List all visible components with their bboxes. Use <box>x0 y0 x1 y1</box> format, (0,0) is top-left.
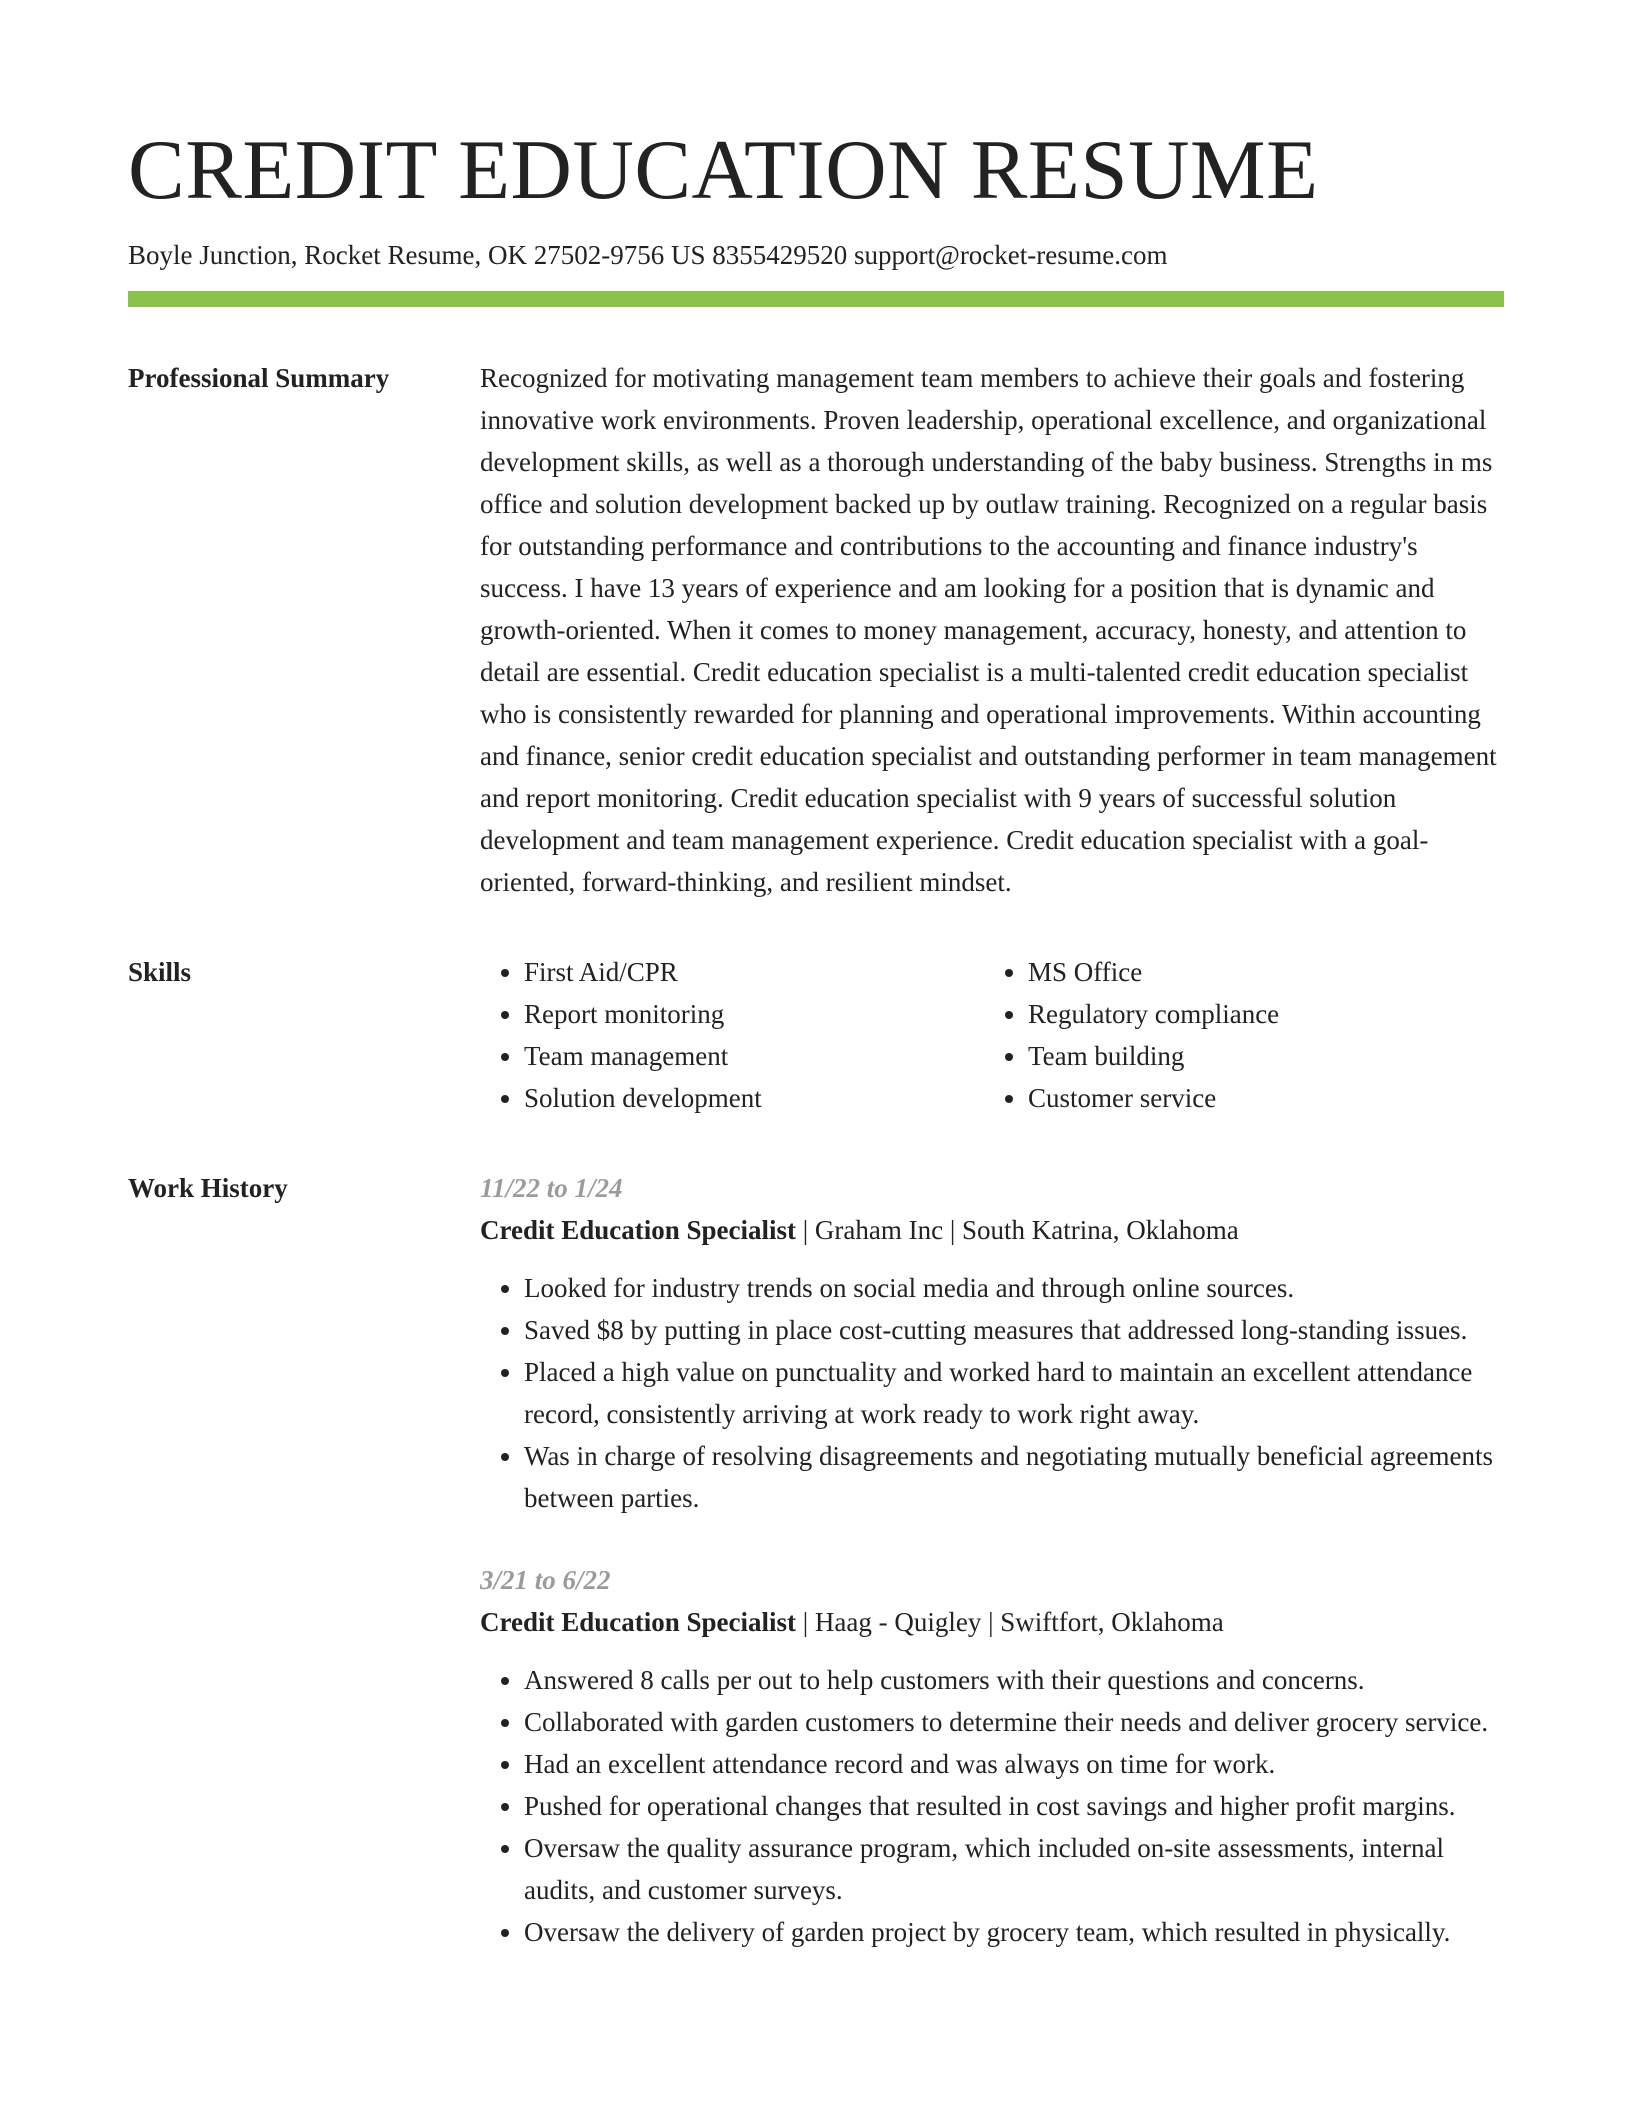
job-bullets <box>480 1267 1504 1519</box>
job-entry <box>480 1559 1504 1953</box>
job-bullets <box>480 1659 1504 1953</box>
skill-item: • Team management <box>524 1035 984 1077</box>
skill-item: • Report monitoring <box>524 993 984 1035</box>
job-details: | Graham Inc | South Katrina, Oklahoma <box>796 1215 1239 1245</box>
skill-item: • Team building <box>1028 1035 1488 1077</box>
job-bullet: • Saved $8 by putting in place cost-cutting measures that addressed long-standing issues. <box>524 1309 1504 1351</box>
header-divider <box>128 291 1504 307</box>
skills-column-2 <box>984 951 1488 1119</box>
resume-title: CREDIT EDUCATION RESUME <box>128 123 1319 217</box>
job-bullet: • Placed a high value on punctuality and worked hard to maintain an excellent attendance record, consistently arriving at work ready to work right away. <box>524 1351 1504 1435</box>
skill-item: • MS Office <box>1028 951 1488 993</box>
summary-body <box>480 357 1504 903</box>
summary-section <box>128 357 1504 903</box>
job-title: Credit Education Specialist <box>480 1215 797 1245</box>
job-details: | Haag - Quigley | Swiftfort, Oklahoma <box>796 1607 1224 1637</box>
job-date: 11/22 to 1/24 <box>480 1173 623 1203</box>
job-bullet: • Was in charge of resolving disagreements and negotiating mutually beneficial agreements between parties. <box>524 1435 1504 1519</box>
job-bullet: • Looked for industry trends on social media and through online sources. <box>524 1267 1504 1309</box>
summary-label: Professional Summary <box>128 363 390 393</box>
skills-section <box>128 951 1504 1119</box>
job-date: 3/21 to 6/22 <box>480 1565 611 1595</box>
job-bullet: • Had an excellent attendance record and was always on time for work. <box>524 1743 1504 1785</box>
job-title-line <box>480 1209 1504 1251</box>
skill-item: • Regulatory compliance <box>1028 993 1488 1035</box>
job-bullet: • Answered 8 calls per out to help customers with their questions and concerns. <box>524 1659 1504 1701</box>
job-bullet: • Oversaw the delivery of garden project by grocery team, which resulted in physically. <box>524 1911 1504 1953</box>
summary-text: Recognized for motivating management team members to achieve their goals and fostering innovative work environments. Proven leadership, operational excellence, and organizational development skills, as well as a thorough understanding of the baby business. Strengths in ms office and solution development backed up by outlaw training. Recognized on a regular basis for outstanding performance and contributions to the accounting and finance industry's success. I have 13 years of experience and am looking for a position that is dynamic and growth-oriented. When it comes to money management, accuracy, honesty, and attention to detail are essential. Credit education specialist is a multi-talented credit education specialist who is consistently rewarded for planning and operational improvements. Within accounting and finance, senior credit education specialist and outstanding performer in team management and report monitoring. Credit education specialist with 9 years of successful solution development and team management experience. Credit education specialist with a goal-oriented, forward-thinking, and resilient mindset. <box>480 363 1497 897</box>
skills-label: Skills <box>128 957 192 987</box>
work-history-body <box>480 1167 1504 1993</box>
skills-body <box>480 951 1504 1119</box>
skill-item: • Solution development <box>524 1077 984 1119</box>
job-title-line <box>480 1601 1504 1643</box>
skill-item: • Customer service <box>1028 1077 1488 1119</box>
job-bullet: • Collaborated with garden customers to determine their needs and deliver grocery service. <box>524 1701 1504 1743</box>
job-entry <box>480 1167 1504 1519</box>
job-title: Credit Education Specialist <box>480 1607 797 1637</box>
contact-line: Boyle Junction, Rocket Resume, OK 27502-9756 US 8355429520 support@rocket-resume.com <box>128 240 1168 270</box>
job-bullet: • Pushed for operational changes that resulted in cost savings and higher profit margins. <box>524 1785 1504 1827</box>
skills-column-1 <box>480 951 984 1119</box>
work-history-label: Work History <box>128 1173 288 1203</box>
skill-item: • First Aid/CPR <box>524 951 984 993</box>
work-history-section <box>128 1167 1504 1993</box>
job-bullet: • Oversaw the quality assurance program, which included on-site assessments, internal audits, and customer surveys. <box>524 1827 1504 1911</box>
resume-page <box>128 0 1504 1993</box>
